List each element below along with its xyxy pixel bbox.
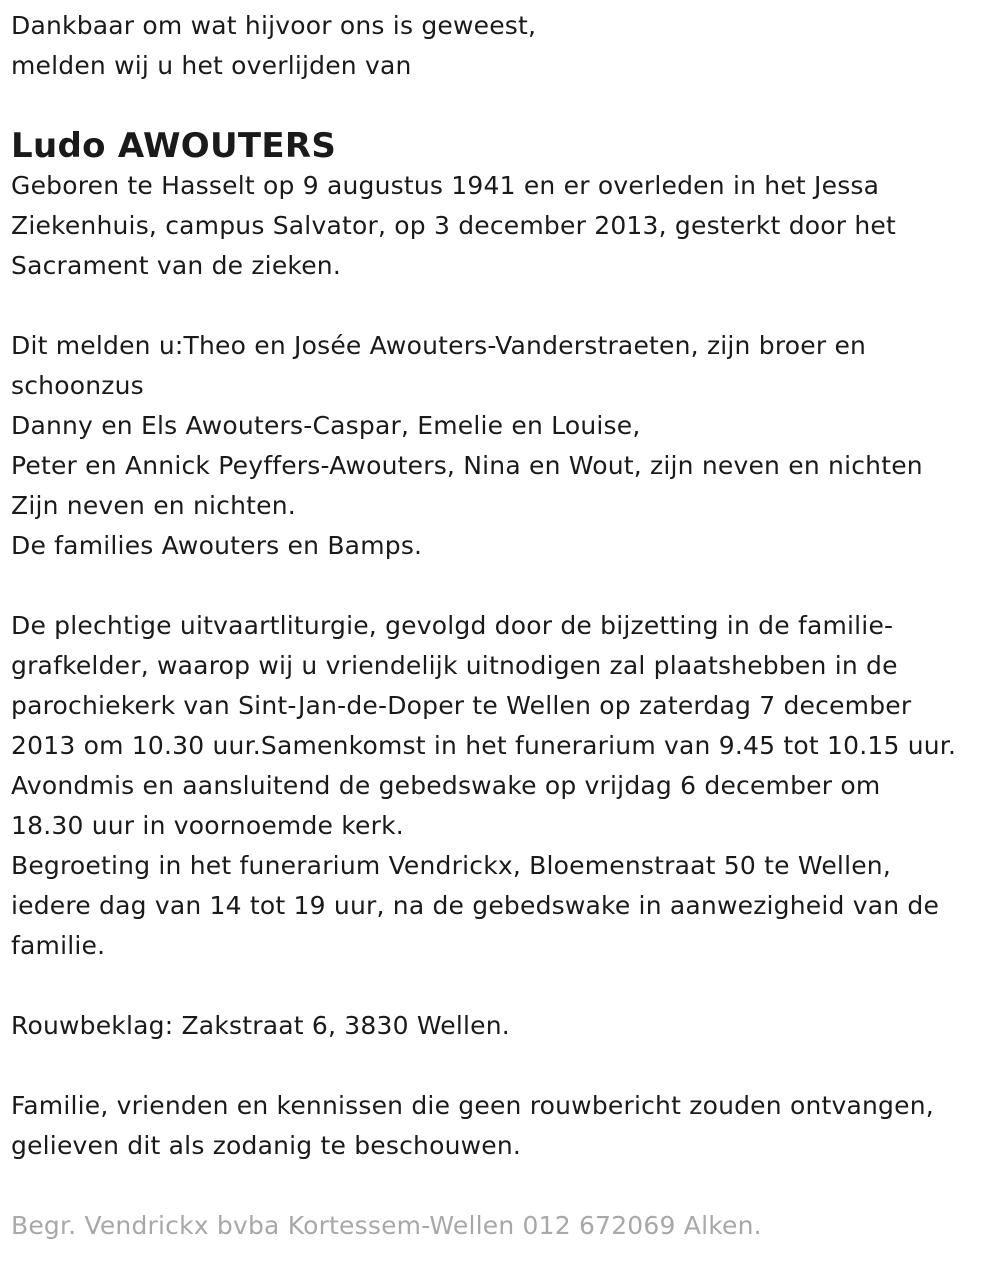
funeral-director-footer: Begr. Vendrickx bvba Kortessem-Wellen 012 672069 Alken. [11, 1211, 762, 1240]
ceremony-line: 2013 om 10.30 uur.Samenkomst in het funerarium van 9.45 tot 10.15 uur. [11, 731, 957, 760]
closing-line: gelieven dit als zodanig te beschouwen. [11, 1131, 522, 1160]
spacer [11, 86, 996, 126]
spacer [11, 966, 996, 1006]
closing-block [11, 1086, 996, 1166]
family-line: schoonzus [11, 371, 144, 400]
closing-line: Familie, vrienden en kennissen die geen rouwbericht zouden ontvangen, [11, 1091, 934, 1120]
ceremony-line: parochiekerk van Sint-Jan-de-Doper te Wellen op zaterdag 7 december [11, 691, 912, 720]
intro-block [11, 6, 996, 86]
death-notice [11, 6, 996, 1246]
ceremony-line: familie. [11, 931, 106, 960]
family-line: Peter en Annick Peyffers-Awouters, Nina en Wout, zijn neven en nichten [11, 451, 923, 480]
spacer [11, 566, 996, 606]
ceremony-line: Avondmis en aansluitend de gebedswake op vrijdag 6 december om [11, 771, 881, 800]
condolence-address: Rouwbeklag: Zakstraat 6, 3830 Wellen. [11, 1011, 510, 1040]
birth-info-line: Geboren te Hasselt op 9 augustus 1941 en er overleden in het Jessa [11, 171, 880, 200]
intro-line: Dankbaar om wat hijvoor ons is geweest, [11, 11, 537, 40]
birth-info-line: Ziekenhuis, campus Salvator, op 3 december 2013, gesterkt door het [11, 211, 897, 240]
deceased-name: Ludo AWOUTERS [11, 126, 337, 166]
ceremony-line: grafkelder, waarop wij u vriendelijk uitnodigen zal plaatshebben in de [11, 651, 898, 680]
family-block [11, 326, 996, 566]
spacer [11, 1046, 996, 1086]
family-line: Dit melden u:Theo en Josée Awouters-Vanderstraeten, zijn broer en [11, 331, 867, 360]
ceremony-block [11, 606, 996, 966]
family-line: De families Awouters en Bamps. [11, 531, 423, 560]
family-line: Zijn neven en nichten. [11, 491, 296, 520]
intro-line: melden wij u het overlijden van [11, 51, 412, 80]
birth-info-block [11, 166, 996, 286]
birth-info-line: Sacrament van de zieken. [11, 251, 341, 280]
ceremony-line: Begroeting in het funerarium Vendrickx, Bloemenstraat 50 te Wellen, [11, 851, 891, 880]
ceremony-line: De plechtige uitvaartliturgie, gevolgd door de bijzetting in de familie- [11, 611, 894, 640]
spacer [11, 1166, 996, 1206]
ceremony-line: iedere dag van 14 tot 19 uur, na de gebedswake in aanwezigheid van de [11, 891, 940, 920]
spacer [11, 286, 996, 326]
family-line: Danny en Els Awouters-Caspar, Emelie en Louise, [11, 411, 641, 440]
ceremony-line: 18.30 uur in voornoemde kerk. [11, 811, 404, 840]
